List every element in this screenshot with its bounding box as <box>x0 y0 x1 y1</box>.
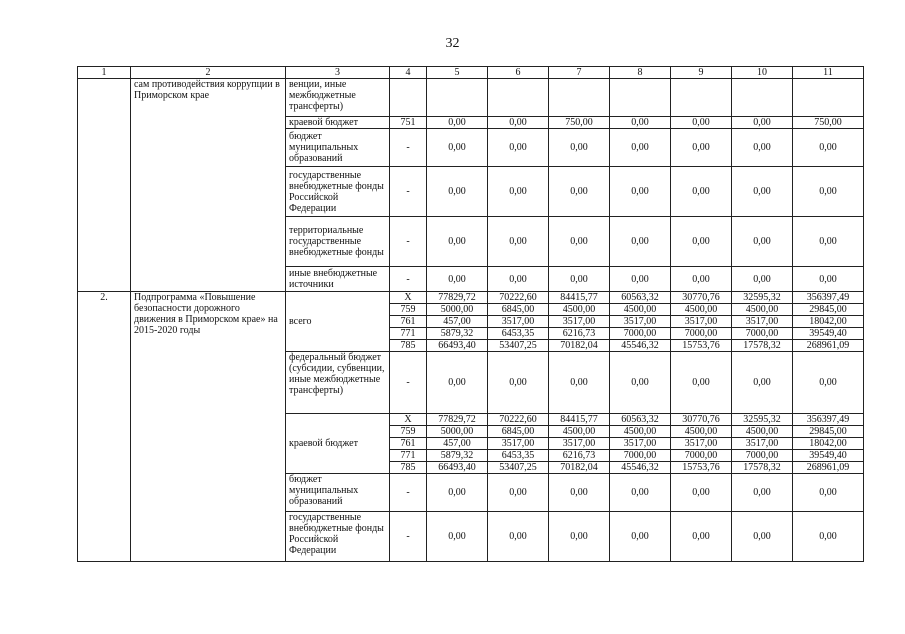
value-cell: 0,00 <box>671 217 732 267</box>
value-cell: 39549,40 <box>793 328 864 340</box>
code-cell: - <box>390 474 427 512</box>
value-cell: 0,00 <box>549 217 610 267</box>
value-cell: 60563,32 <box>610 292 671 304</box>
value-cell: 6216,73 <box>549 450 610 462</box>
value-cell: 3517,00 <box>671 316 732 328</box>
value-cell: 457,00 <box>427 316 488 328</box>
value-cell: 0,00 <box>793 352 864 414</box>
column-number: 10 <box>732 67 793 79</box>
value-cell: 0,00 <box>793 129 864 167</box>
column-number: 8 <box>610 67 671 79</box>
budget-table <box>77 66 864 562</box>
value-cell: 0,00 <box>549 129 610 167</box>
value-cell: 0,00 <box>427 217 488 267</box>
value-cell: 0,00 <box>671 267 732 292</box>
value-cell: 0,00 <box>732 217 793 267</box>
value-cell: 7000,00 <box>732 328 793 340</box>
value-cell: 0,00 <box>610 167 671 217</box>
value-cell: 0,00 <box>549 512 610 562</box>
value-cell: 0,00 <box>427 512 488 562</box>
value-cell: 268961,09 <box>793 340 864 352</box>
value-cell: 0,00 <box>732 117 793 129</box>
value-cell: 0,00 <box>793 267 864 292</box>
value-cell: 356397,49 <box>793 292 864 304</box>
value-cell: 7000,00 <box>671 450 732 462</box>
funding-source: бюджет муниципальных образований <box>286 474 390 512</box>
value-cell: 3517,00 <box>549 438 610 450</box>
funding-source: государственные внебюджетные фонды Российской Федерации <box>286 512 390 562</box>
value-cell: 5000,00 <box>427 426 488 438</box>
value-cell: 0,00 <box>610 117 671 129</box>
value-cell: 0,00 <box>732 129 793 167</box>
value-cell: 3517,00 <box>549 316 610 328</box>
value-cell: 3517,00 <box>732 438 793 450</box>
code-cell: 751 <box>390 117 427 129</box>
value-cell: 0,00 <box>610 129 671 167</box>
value-cell: 84415,77 <box>549 292 610 304</box>
value-cell: 5879,32 <box>427 450 488 462</box>
value-cell: 32595,32 <box>732 292 793 304</box>
value-cell: 0,00 <box>793 512 864 562</box>
value-cell: 0,00 <box>427 117 488 129</box>
value-cell: 60563,32 <box>610 414 671 426</box>
value-cell: 750,00 <box>549 117 610 129</box>
code-cell: - <box>390 352 427 414</box>
code-cell: - <box>390 167 427 217</box>
value-cell: 32595,32 <box>732 414 793 426</box>
value-cell: 0,00 <box>610 217 671 267</box>
value-cell: 5000,00 <box>427 304 488 316</box>
value-cell: 0,00 <box>488 117 549 129</box>
value-cell: 0,00 <box>488 129 549 167</box>
value-cell: 0,00 <box>793 217 864 267</box>
column-number: 9 <box>671 67 732 79</box>
column-number-row <box>78 67 864 79</box>
value-cell: 6845,00 <box>488 304 549 316</box>
code-cell <box>390 79 427 117</box>
funding-source: краевой бюджет <box>286 117 390 129</box>
value-cell: 6845,00 <box>488 426 549 438</box>
funding-source: краевой бюджет <box>286 414 390 474</box>
value-cell: 0,00 <box>732 512 793 562</box>
value-cell: 0,00 <box>671 129 732 167</box>
value-cell: 0,00 <box>427 474 488 512</box>
value-cell: 4500,00 <box>549 304 610 316</box>
code-cell: - <box>390 267 427 292</box>
value-cell: 0,00 <box>671 117 732 129</box>
value-cell <box>488 79 549 117</box>
value-cell: 0,00 <box>732 474 793 512</box>
value-cell: 0,00 <box>427 129 488 167</box>
code-cell: X <box>390 414 427 426</box>
value-cell: 3517,00 <box>671 438 732 450</box>
value-cell: 268961,09 <box>793 462 864 474</box>
value-cell: 7000,00 <box>732 450 793 462</box>
value-cell: 0,00 <box>732 352 793 414</box>
code-cell: - <box>390 217 427 267</box>
value-cell: 6453,35 <box>488 328 549 340</box>
column-number: 1 <box>78 67 131 79</box>
row-index: 2. <box>78 292 131 562</box>
value-cell: 0,00 <box>488 474 549 512</box>
code-cell: 785 <box>390 340 427 352</box>
value-cell: 4500,00 <box>671 304 732 316</box>
column-number: 7 <box>549 67 610 79</box>
value-cell: 39549,40 <box>793 450 864 462</box>
value-cell: 15753,76 <box>671 340 732 352</box>
value-cell: 70222,60 <box>488 292 549 304</box>
value-cell: 3517,00 <box>732 316 793 328</box>
value-cell: 0,00 <box>671 352 732 414</box>
value-cell: 0,00 <box>488 267 549 292</box>
value-cell: 0,00 <box>427 167 488 217</box>
value-cell: 7000,00 <box>671 328 732 340</box>
value-cell: 15753,76 <box>671 462 732 474</box>
value-cell: 0,00 <box>488 512 549 562</box>
value-cell: 4500,00 <box>610 304 671 316</box>
value-cell <box>427 79 488 117</box>
value-cell: 4500,00 <box>732 426 793 438</box>
value-cell: 6453,35 <box>488 450 549 462</box>
value-cell: 0,00 <box>671 167 732 217</box>
column-number: 11 <box>793 67 864 79</box>
value-cell <box>549 79 610 117</box>
value-cell: 30770,76 <box>671 414 732 426</box>
value-cell: 30770,76 <box>671 292 732 304</box>
value-cell: 7000,00 <box>610 450 671 462</box>
value-cell: 0,00 <box>549 352 610 414</box>
measure-name: сам противодействия коррупции в Приморском крае <box>131 79 286 292</box>
value-cell: 84415,77 <box>549 414 610 426</box>
value-cell: 5879,32 <box>427 328 488 340</box>
code-cell: 771 <box>390 450 427 462</box>
code-cell: 785 <box>390 462 427 474</box>
code-cell: - <box>390 129 427 167</box>
value-cell: 7000,00 <box>610 328 671 340</box>
value-cell: 4500,00 <box>610 426 671 438</box>
code-cell: X <box>390 292 427 304</box>
value-cell: 4500,00 <box>732 304 793 316</box>
value-cell: 0,00 <box>488 167 549 217</box>
value-cell <box>610 79 671 117</box>
code-cell: 761 <box>390 438 427 450</box>
value-cell: 3517,00 <box>610 438 671 450</box>
value-cell: 66493,40 <box>427 340 488 352</box>
value-cell: 70222,60 <box>488 414 549 426</box>
value-cell: 18042,00 <box>793 438 864 450</box>
value-cell: 0,00 <box>610 512 671 562</box>
code-cell: 761 <box>390 316 427 328</box>
code-cell: 771 <box>390 328 427 340</box>
value-cell <box>793 79 864 117</box>
value-cell: 0,00 <box>671 512 732 562</box>
value-cell: 53407,25 <box>488 462 549 474</box>
budget-table-body <box>78 67 864 562</box>
column-number: 2 <box>131 67 286 79</box>
column-number: 3 <box>286 67 390 79</box>
value-cell: 0,00 <box>549 167 610 217</box>
value-cell: 70182,04 <box>549 340 610 352</box>
value-cell: 0,00 <box>793 474 864 512</box>
value-cell: 0,00 <box>732 167 793 217</box>
funding-source: государственные внебюджетные фонды Российской Федерации <box>286 167 390 217</box>
value-cell: 457,00 <box>427 438 488 450</box>
value-cell: 17578,32 <box>732 340 793 352</box>
value-cell: 6216,73 <box>549 328 610 340</box>
value-cell: 0,00 <box>488 352 549 414</box>
funding-source: иные внебюджетные источники <box>286 267 390 292</box>
value-cell: 0,00 <box>610 267 671 292</box>
value-cell: 750,00 <box>793 117 864 129</box>
value-cell: 0,00 <box>549 267 610 292</box>
value-cell: 0,00 <box>793 167 864 217</box>
value-cell: 53407,25 <box>488 340 549 352</box>
value-cell: 4500,00 <box>671 426 732 438</box>
code-cell: 759 <box>390 304 427 316</box>
value-cell: 3517,00 <box>610 316 671 328</box>
value-cell: 0,00 <box>610 352 671 414</box>
value-cell: 0,00 <box>549 474 610 512</box>
program-name: Подпрограмма «Повышение безопасности дорожного движения в Приморском крае» на 2015-2020 годы <box>131 292 286 562</box>
row-index <box>78 79 131 292</box>
value-cell: 3517,00 <box>488 316 549 328</box>
funding-source: территориальные государственные внебюджетные фонды <box>286 217 390 267</box>
value-cell: 356397,49 <box>793 414 864 426</box>
value-cell: 29845,00 <box>793 304 864 316</box>
value-cell: 0,00 <box>732 267 793 292</box>
value-cell: 77829,72 <box>427 414 488 426</box>
value-cell: 45546,32 <box>610 340 671 352</box>
table-row <box>78 79 864 117</box>
funding-source: венции, иные межбюджетные трансферты) <box>286 79 390 117</box>
value-cell: 66493,40 <box>427 462 488 474</box>
value-cell: 4500,00 <box>549 426 610 438</box>
column-number: 4 <box>390 67 427 79</box>
table-row <box>78 292 864 304</box>
value-cell: 45546,32 <box>610 462 671 474</box>
funding-source: федеральный бюджет (субсидии, субвенции, иные межбюджетные трансферты) <box>286 352 390 414</box>
page-number: 32 <box>445 36 460 51</box>
value-cell: 0,00 <box>610 474 671 512</box>
value-cell: 3517,00 <box>488 438 549 450</box>
value-cell: 17578,32 <box>732 462 793 474</box>
column-number: 5 <box>427 67 488 79</box>
funding-source: бюджет муниципальных образований <box>286 129 390 167</box>
funding-source: всего <box>286 292 390 352</box>
value-cell <box>671 79 732 117</box>
value-cell: 0,00 <box>427 267 488 292</box>
value-cell: 0,00 <box>488 217 549 267</box>
value-cell: 70182,04 <box>549 462 610 474</box>
value-cell <box>732 79 793 117</box>
value-cell: 29845,00 <box>793 426 864 438</box>
value-cell: 18042,00 <box>793 316 864 328</box>
code-cell: - <box>390 512 427 562</box>
value-cell: 0,00 <box>427 352 488 414</box>
column-number: 6 <box>488 67 549 79</box>
code-cell: 759 <box>390 426 427 438</box>
value-cell: 0,00 <box>671 474 732 512</box>
value-cell: 77829,72 <box>427 292 488 304</box>
